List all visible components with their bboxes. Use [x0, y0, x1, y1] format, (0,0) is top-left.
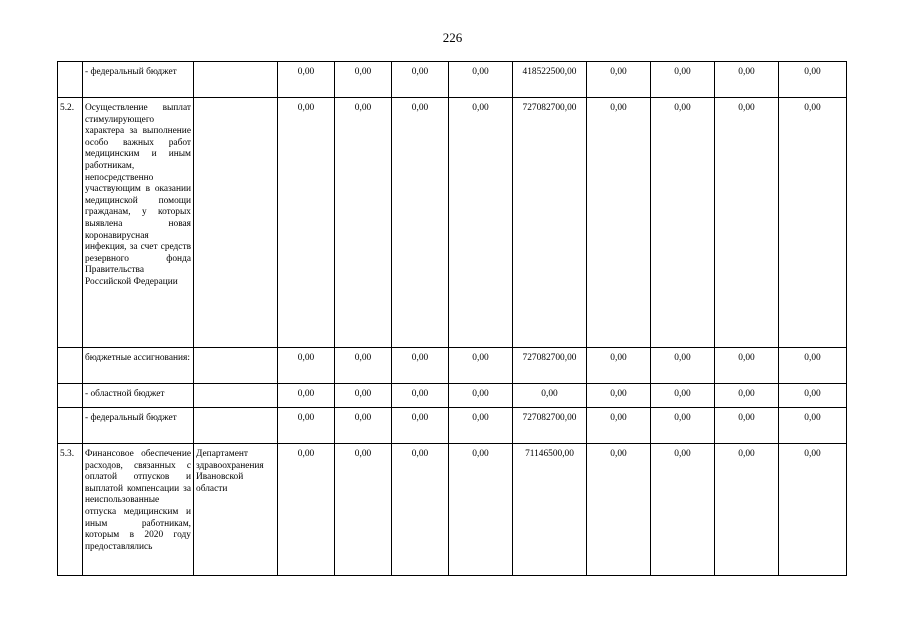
row-value-cell: 0,00: [449, 384, 513, 408]
row-value-cell: 0,00: [587, 384, 651, 408]
row-value-cell: 727082700,00: [513, 348, 587, 384]
row-value-cell: 0,00: [587, 444, 651, 576]
row-value-cell: 0,00: [392, 348, 449, 384]
row-value-cell: 0,00: [449, 62, 513, 98]
row-value-cell: 727082700,00: [513, 98, 587, 348]
row-value-cell: 0,00: [779, 408, 847, 444]
row-executor-cell: [194, 98, 278, 348]
row-value-cell: 0,00: [779, 384, 847, 408]
row-value-cell: 0,00: [278, 408, 335, 444]
row-value-cell: 0,00: [278, 444, 335, 576]
row-value-cell: 0,00: [587, 98, 651, 348]
row-code-cell: 5.3.: [58, 444, 83, 576]
row-value-cell: 0,00: [651, 444, 715, 576]
row-value-cell: 727082700,00: [513, 408, 587, 444]
row-value-cell: 0,00: [335, 444, 392, 576]
row-value-cell: 0,00: [449, 98, 513, 348]
row-value-cell: 0,00: [779, 348, 847, 384]
row-value-cell: 0,00: [392, 98, 449, 348]
row-value-cell: 0,00: [715, 384, 779, 408]
row-description-cell: - областной бюджет: [83, 384, 194, 408]
row-value-cell: 0,00: [587, 62, 651, 98]
table-row: [58, 62, 847, 98]
row-executor-cell: [194, 348, 278, 384]
row-executor-cell: [194, 62, 278, 98]
row-code-cell: [58, 408, 83, 444]
row-description-cell: бюджетные ассигнования:: [83, 348, 194, 384]
row-value-cell: 0,00: [335, 98, 392, 348]
row-code-cell: 5.2.: [58, 98, 83, 348]
row-value-cell: 0,00: [278, 62, 335, 98]
row-value-cell: 0,00: [779, 98, 847, 348]
row-value-cell: 0,00: [278, 384, 335, 408]
row-description-cell: Осуществление выплат стимулирующего характера за выполнение особо важных работ медицинским и иным работникам, непосредственно участвующим в оказании медицинской помощи гражданам, у которых выявлена новая коронавирусная инфекция, за счет средств резервного фонда Правительства Российской Федерации: [83, 98, 194, 348]
row-value-cell: 0,00: [392, 62, 449, 98]
row-description-cell: - федеральный бюджет: [83, 62, 194, 98]
row-value-cell: 0,00: [587, 408, 651, 444]
row-value-cell: 0,00: [779, 62, 847, 98]
row-executor-cell: [194, 408, 278, 444]
row-value-cell: 0,00: [715, 444, 779, 576]
row-value-cell: 0,00: [392, 444, 449, 576]
row-value-cell: 0,00: [651, 348, 715, 384]
row-value-cell: 418522500,00: [513, 62, 587, 98]
row-value-cell: 0,00: [651, 98, 715, 348]
row-value-cell: 0,00: [335, 408, 392, 444]
row-value-cell: 0,00: [779, 444, 847, 576]
row-value-cell: 0,00: [715, 98, 779, 348]
table-row: [58, 444, 847, 576]
row-value-cell: 0,00: [278, 98, 335, 348]
row-value-cell: 71146500,00: [513, 444, 587, 576]
row-value-cell: 0,00: [392, 408, 449, 444]
table-row: [58, 348, 847, 384]
row-value-cell: 0,00: [449, 348, 513, 384]
row-code-cell: [58, 62, 83, 98]
row-value-cell: 0,00: [715, 348, 779, 384]
row-code-cell: [58, 348, 83, 384]
row-value-cell: 0,00: [715, 408, 779, 444]
row-value-cell: 0,00: [449, 408, 513, 444]
row-value-cell: 0,00: [715, 62, 779, 98]
row-value-cell: 0,00: [587, 348, 651, 384]
row-value-cell: 0,00: [513, 384, 587, 408]
row-value-cell: 0,00: [651, 384, 715, 408]
row-value-cell: 0,00: [278, 348, 335, 384]
row-value-cell: 0,00: [335, 348, 392, 384]
row-executor-cell: [194, 384, 278, 408]
row-value-cell: 0,00: [449, 444, 513, 576]
table-row: [58, 408, 847, 444]
row-description-cell: - федеральный бюджет: [83, 408, 194, 444]
budget-table: [57, 61, 847, 576]
page-number: 226: [442, 30, 463, 45]
row-value-cell: 0,00: [392, 384, 449, 408]
table-row: [58, 384, 847, 408]
row-value-cell: 0,00: [651, 408, 715, 444]
row-description-cell: Финансовое обеспечение расходов, связанных с оплатой отпусков и выплатой компенсации за неиспользованные отпуска медицинским и иным работникам, которым в 2020 году предоставлялись: [83, 444, 194, 576]
table-row: [58, 98, 847, 348]
row-value-cell: 0,00: [335, 384, 392, 408]
row-value-cell: 0,00: [335, 62, 392, 98]
row-code-cell: [58, 384, 83, 408]
row-value-cell: 0,00: [651, 62, 715, 98]
row-executor-cell: Департамент здравоохранения Ивановской области: [194, 444, 278, 576]
